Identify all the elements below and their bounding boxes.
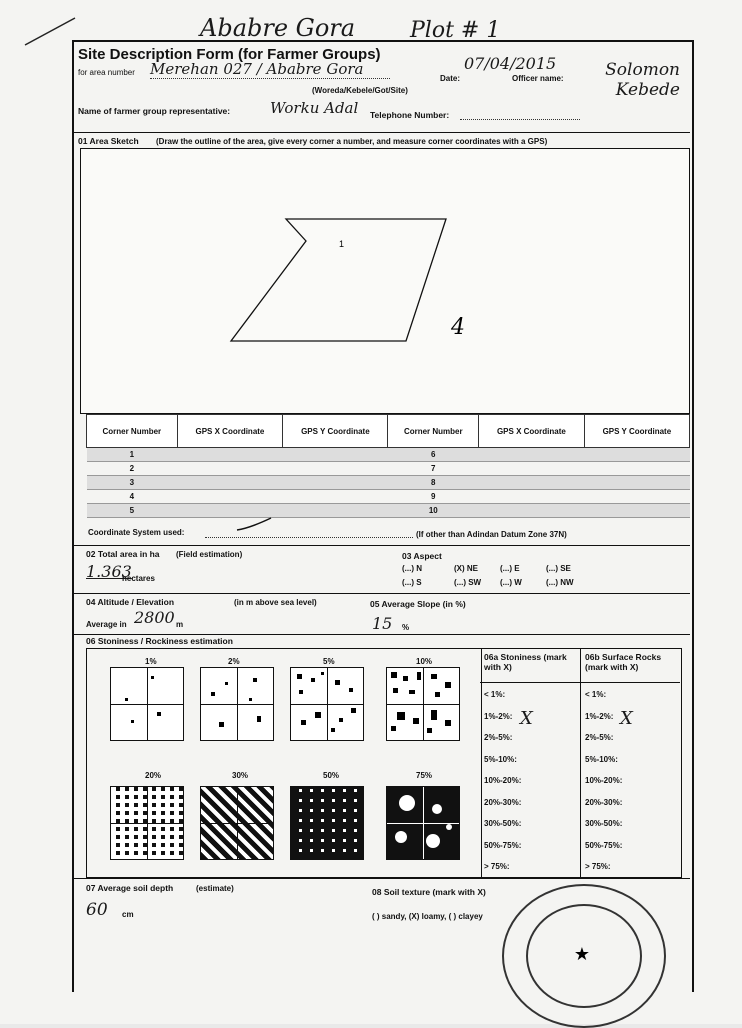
area-sublabel: (Woreda/Kebele/Got/Site)	[312, 86, 408, 95]
th-y-left: GPS Y Coordinate	[283, 415, 388, 448]
table-row: 3 8	[87, 476, 690, 490]
pct-75: 75%	[416, 771, 433, 780]
stone-sample-5	[290, 667, 364, 741]
stoniness-class-0: < 1%:	[484, 690, 506, 699]
aspect-w: (...) W	[500, 578, 522, 587]
s07-value: 60	[86, 900, 108, 920]
surface-rock-class-3: 5%-10%:	[585, 754, 618, 764]
th-y-right: GPS Y Coordinate	[584, 415, 689, 448]
divider	[74, 545, 690, 546]
area-value: Merehan 027 / Ababre Gora	[150, 60, 364, 78]
s02-unit: hectares	[122, 574, 155, 583]
s02-title: 02 Total area in ha	[86, 549, 160, 559]
table-row: 1 6	[87, 448, 690, 462]
th-corner-right: Corner Number	[388, 415, 479, 448]
area-label: for area number	[78, 68, 135, 77]
s06b-title: 06b Surface Rocks (mark with X)	[585, 652, 662, 672]
divider	[480, 682, 680, 683]
stoniness-class-2: 2%-5%:	[484, 733, 513, 742]
stone-sample-30	[200, 786, 274, 860]
aspect-sw: (...) SW	[454, 578, 482, 587]
aspect-n: (...) N	[402, 564, 422, 573]
aspect-s: (...) S	[402, 578, 422, 587]
date-label: Date:	[440, 74, 461, 83]
stoniness-class-5: 20%-30%:	[484, 797, 522, 807]
divider	[74, 634, 690, 635]
stone-sample-2	[200, 667, 274, 741]
surface-rock-classes	[585, 690, 622, 884]
s02-hint: (Field estimation)	[176, 550, 243, 559]
pct-20: 20%	[145, 771, 162, 780]
stoniness-classes	[484, 690, 521, 884]
s07-hint: (estimate)	[196, 884, 234, 893]
divider	[74, 593, 690, 594]
pct-2: 2%	[228, 657, 240, 666]
stamp-star-icon	[502, 884, 662, 1024]
stone-sample-50	[290, 786, 364, 860]
s06b-mark: X	[620, 708, 633, 729]
stoniness-class-3: 5%-10%:	[484, 754, 517, 764]
s04-value: 2800	[134, 608, 175, 627]
sketch-number: 1	[339, 239, 345, 249]
coord-dotted-line	[205, 537, 413, 538]
surface-rock-class-0: < 1%:	[585, 690, 607, 699]
pct-30: 30%	[232, 771, 249, 780]
handwritten-plot: Plot # 1	[410, 18, 501, 43]
s06-title: 06 Stoniness / Rockiness estimation	[86, 636, 233, 646]
surface-rock-class-2: 2%-5%:	[585, 733, 614, 742]
pct-5: 5%	[323, 657, 335, 666]
pct-50: 50%	[323, 771, 340, 780]
surface-rock-class-8: > 75%:	[585, 862, 611, 871]
s05-title: 05 Average Slope (in %)	[370, 599, 466, 609]
s06a-mark: X	[520, 708, 533, 729]
area-dotted-line	[150, 78, 390, 79]
pct-1: 1%	[145, 657, 157, 666]
th-x-left: GPS X Coordinate	[177, 415, 283, 448]
s02-value: 1.363	[86, 562, 132, 581]
stone-sample-1	[110, 667, 184, 741]
s04-hint: (in m above sea level)	[234, 598, 317, 607]
handwritten-location: Ababre Gora	[200, 14, 356, 42]
surface-rock-class-5: 20%-30%:	[585, 797, 623, 807]
coord-label: Coordinate System used:	[88, 528, 185, 537]
sketch-drawing	[81, 149, 689, 413]
surface-rock-class-4: 10%-20%:	[585, 776, 623, 785]
date-value: 07/04/2015	[464, 54, 557, 73]
sketch-area	[80, 148, 690, 414]
stone-sample-75	[386, 786, 460, 860]
stone-sample-10	[386, 667, 460, 741]
s05-unit: %	[402, 623, 410, 632]
aspect-ne: (X) NE	[454, 564, 478, 573]
pct-10: 10%	[416, 657, 433, 666]
s07-title: 07 Average soil depth	[86, 883, 174, 893]
s03-title: 03 Aspect	[402, 551, 442, 561]
stoniness-class-6: 30%-50%:	[484, 819, 522, 828]
phone-dotted-line	[460, 119, 580, 120]
table-row: 4 9	[87, 490, 690, 504]
gps-table	[86, 414, 690, 518]
s06a-title: 06a Stoniness (mark with X)	[484, 652, 567, 672]
surface-rock-class-6: 30%-50%:	[585, 819, 623, 828]
s07-unit: cm	[122, 910, 134, 919]
stoniness-class-4: 10%-20%:	[484, 776, 522, 785]
aspect-e: (...) E	[500, 564, 520, 573]
s01-hint: (Draw the outline of the area, give every corner a number, and measure corner coordinates with a GPS)	[156, 137, 548, 146]
rep-label: Name of farmer group representative:	[78, 106, 231, 116]
divider	[74, 878, 690, 879]
svg-text:★: ★	[573, 944, 591, 965]
officer-label: Officer name:	[512, 74, 564, 83]
stray-pen-mark	[20, 10, 80, 50]
stoniness-class-8: > 75%:	[484, 862, 510, 871]
s08-options: ( ) sandy, (X) loamy, ( ) clayey	[372, 912, 483, 921]
s04-title: 04 Altitude / Elevation	[86, 597, 175, 607]
surface-rock-class-7: 50%-75%:	[585, 840, 623, 850]
s04-avg-label: Average in	[86, 620, 127, 629]
phone-label: Telephone Number:	[370, 110, 450, 120]
form-title: Site Description Form (for Farmer Groups)	[78, 46, 381, 63]
aspect-nw: (...) NW	[546, 578, 574, 587]
divider	[74, 132, 690, 133]
s08-title: 08 Soil texture (mark with X)	[372, 887, 486, 897]
stoniness-class-1: 1%-2%:	[484, 711, 513, 721]
s05-value: 15	[372, 614, 393, 633]
surface-rock-class-1: 1%-2%:	[585, 711, 614, 721]
coord-pen-mark	[235, 514, 275, 534]
sketch-mark: 4	[451, 315, 465, 340]
stoniness-class-7: 50%-75%:	[484, 840, 522, 850]
stone-sample-20	[110, 786, 184, 860]
rep-value: Worku Adal	[270, 99, 359, 117]
table-row: 5 10	[87, 504, 690, 518]
table-row: 2 7	[87, 462, 690, 476]
aspect-se: (...) SE	[546, 564, 571, 573]
th-x-right: GPS X Coordinate	[479, 415, 585, 448]
s01-title: 01 Area Sketch	[78, 136, 139, 146]
th-corner-left: Corner Number	[87, 415, 178, 448]
coord-hint: (If other than Adindan Datum Zone 37N)	[416, 530, 567, 539]
officer-value: Solomon Kebede	[605, 60, 680, 100]
s04-unit: m	[176, 620, 184, 629]
